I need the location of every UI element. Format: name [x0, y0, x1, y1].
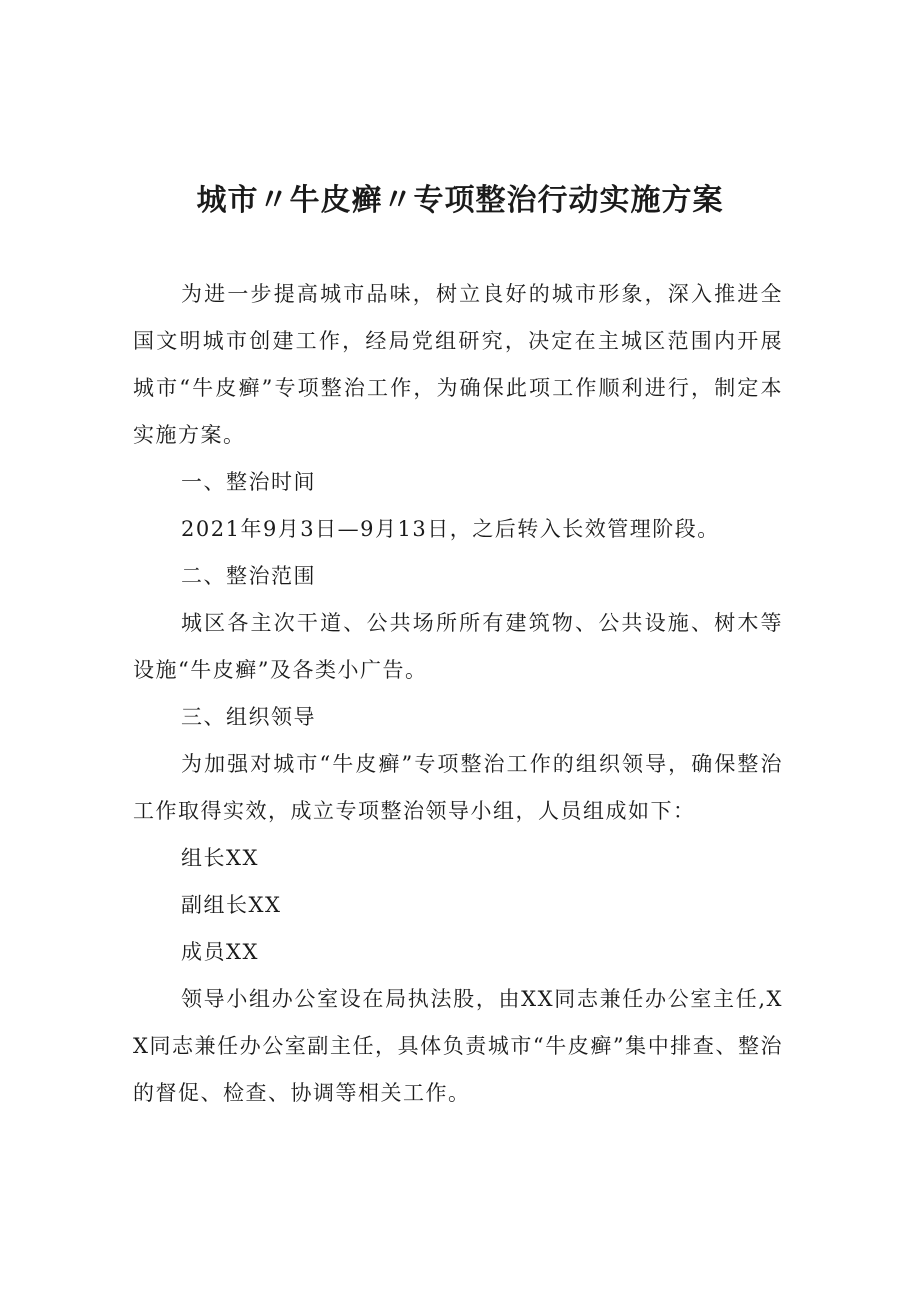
scope-paragraph: 城区各主次干道、公共场所所有建筑物、公共设施、树木等设施“牛皮癣”及各类小广告。 — [133, 611, 783, 682]
team-leader-line: 组长XX — [181, 846, 259, 870]
time-paragraph: 2021年9月3日—9月13日，之后转入长效管理阶段。 — [181, 517, 720, 541]
document-title: 城市〃牛皮癣〃专项整治行动实施方案 — [196, 183, 724, 218]
leadership-paragraph: 为加强对城市“牛皮癣”专项整治工作的组织领导，确保整治工作取得实效，成立专项整治领导小组，人员组成如下： — [133, 752, 783, 823]
section-heading-scope: 二、整治范围 — [181, 564, 316, 588]
deputy-leader-line: 副组长XX — [181, 893, 282, 917]
office-paragraph: 领导小组办公室设在局执法股，由XX同志兼任办公室主任,XX同志兼任办公室副主任，具体负责城市“牛皮癣”集中排查、整治的督促、检查、协调等相关工作。 — [133, 987, 783, 1105]
document-body — [133, 271, 783, 1117]
section-heading-leadership: 三、组织领导 — [181, 705, 316, 729]
section-heading-time: 一、整治时间 — [181, 470, 316, 494]
intro-paragraph: 为进一步提高城市品味，树立良好的城市形象，深入推进全国文明城市创建工作，经局党组研究，决定在主城区范围内开展城市“牛皮癣”专项整治工作，为确保此项工作顺利进行，制定本实施方案。 — [133, 282, 783, 447]
members-line: 成员XX — [181, 940, 259, 964]
